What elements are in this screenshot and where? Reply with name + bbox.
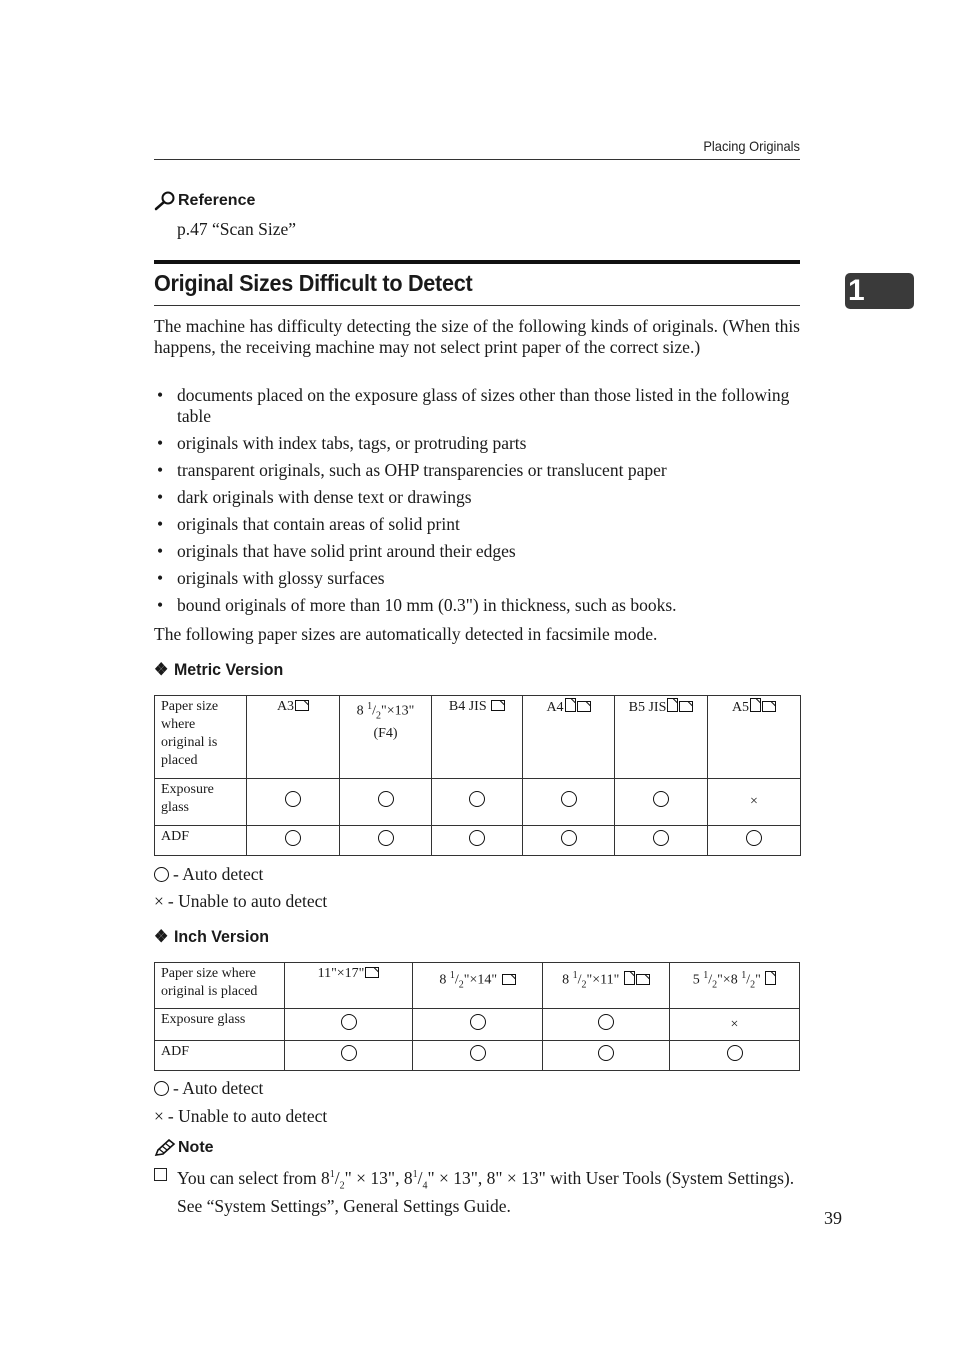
column-5half-x8half: 5 $^1/_2"\times 8$ $^1/_2$"	[670, 963, 800, 1009]
column-8half-x14: 8 $^1/_2"\times 14$"	[413, 963, 543, 1009]
row-header-cell: Paper size where original is placed	[155, 696, 247, 779]
list-item-text: documents placed on the exposure glass of sizes other than those listed in the following table	[177, 385, 790, 426]
pencil-icon	[154, 1139, 176, 1157]
landscape-orientation-icon	[502, 973, 516, 991]
reference-heading	[154, 191, 255, 211]
landscape-orientation-icon	[762, 700, 776, 718]
detect-cell	[247, 779, 340, 826]
list-item-text: originals with index tabs, tags, or protruding parts	[177, 433, 527, 453]
legend-auto	[154, 864, 263, 885]
list-item	[154, 568, 800, 589]
circle-icon	[341, 1014, 357, 1030]
list-item-text: originals with glossy surfaces	[177, 568, 385, 588]
detect-cell	[413, 1009, 543, 1041]
detect-cell	[432, 826, 523, 856]
circle-icon	[653, 830, 669, 846]
circle-icon	[561, 791, 577, 807]
list-item	[154, 595, 800, 616]
legend-auto-text: - Auto detect	[173, 1078, 264, 1098]
metric-heading	[154, 660, 283, 680]
circle-icon	[746, 830, 762, 846]
detect-cell	[340, 826, 432, 856]
column-a5: A5	[708, 696, 801, 779]
chapter-tab: 1	[845, 273, 914, 309]
portrait-orientation-icon	[667, 698, 678, 718]
table-header-row	[155, 696, 801, 779]
bullet-icon: •	[157, 568, 164, 588]
list-item-text: dark originals with dense text or drawings	[177, 487, 472, 507]
bullet-icon: •	[157, 595, 164, 615]
circle-icon	[470, 1014, 486, 1030]
legend-unable	[154, 1106, 327, 1127]
detect-cell	[543, 1009, 670, 1041]
list-item	[154, 541, 800, 562]
times-icon: ×	[154, 1106, 164, 1126]
portrait-orientation-icon	[750, 698, 761, 718]
circle-icon	[378, 791, 394, 807]
landscape-orientation-icon	[295, 699, 309, 717]
legend-unable-text: - Unable to auto detect	[167, 1106, 328, 1126]
circle-icon	[727, 1045, 743, 1061]
portrait-orientation-icon	[624, 971, 635, 991]
circle-icon	[154, 1081, 169, 1096]
landscape-orientation-icon	[365, 966, 379, 984]
row-label: ADF	[155, 1041, 285, 1071]
section-title: Original Sizes Difficult to Detect	[154, 270, 473, 296]
landscape-orientation-icon	[577, 700, 591, 718]
circle-icon	[285, 830, 301, 846]
bullet-icon: •	[157, 433, 164, 453]
detect-cell	[432, 779, 523, 826]
circle-icon	[341, 1045, 357, 1061]
detect-cell	[247, 826, 340, 856]
column-f4: 8 $^1/_2"\times 13$" (F4)	[340, 696, 432, 779]
magnifier-icon	[154, 191, 176, 211]
detect-cell	[615, 826, 708, 856]
legend-auto	[154, 1078, 263, 1099]
table-header-row	[155, 963, 800, 1009]
table-row	[155, 1041, 800, 1071]
column-b4: B4 JIS	[432, 696, 523, 779]
circle-icon	[598, 1045, 614, 1061]
bullet-icon: •	[157, 385, 164, 405]
legend-auto-text: - Auto detect	[173, 864, 264, 884]
column-11x17: 11"×17"	[285, 963, 413, 1009]
inch-table	[154, 962, 800, 1071]
detect-cell	[670, 1009, 800, 1041]
column-b5: B5 JIS	[615, 696, 708, 779]
running-head: Placing Originals	[703, 138, 800, 154]
bullet-icon: •	[157, 541, 164, 561]
circle-icon	[470, 1045, 486, 1061]
section-rule-top	[154, 260, 800, 264]
diamond-bullet-icon: ❖	[154, 660, 169, 679]
circle-icon	[561, 830, 577, 846]
landscape-orientation-icon	[636, 973, 650, 991]
circle-icon	[469, 830, 485, 846]
header-rule	[154, 159, 800, 160]
column-a4: A4	[523, 696, 615, 779]
times-icon: ×	[730, 1016, 739, 1032]
portrait-orientation-icon	[765, 971, 776, 991]
bullet-icon: •	[157, 514, 164, 534]
inch-heading	[154, 927, 269, 947]
detect-cell	[413, 1041, 543, 1071]
list-item	[154, 385, 800, 427]
detect-cell	[670, 1041, 800, 1071]
reference-link-text: p.47 “Scan Size”	[177, 219, 297, 239]
column-8half-x11: 8 $^1/_2"\times 11$"	[543, 963, 670, 1009]
table-row	[155, 826, 801, 856]
legend-unable	[154, 891, 327, 912]
row-label: ADF	[155, 826, 247, 856]
circle-icon	[598, 1014, 614, 1030]
note-heading	[154, 1139, 214, 1157]
circle-icon	[469, 791, 485, 807]
note-text: You can select from $8^1/_2$" × 13", $8^1/_4$" × 13", 8" × 13" with User Tools (System Settings). See “System Settings”, General Settings Guide.	[177, 1167, 795, 1217]
row-header-cell: Paper size where original is placed	[155, 963, 285, 1009]
detect-cell	[523, 779, 615, 826]
detect-cell	[615, 779, 708, 826]
table-row	[155, 1009, 800, 1041]
circle-icon	[653, 791, 669, 807]
metric-heading-text: Metric Version	[173, 660, 284, 679]
detect-cell	[708, 826, 801, 856]
detect-cell	[285, 1041, 413, 1071]
row-label: Exposure glass	[155, 779, 247, 826]
difficult-originals-list	[154, 385, 800, 622]
list-item-text: originals that have solid print around their edges	[177, 541, 516, 561]
diamond-bullet-icon: ❖	[154, 927, 169, 946]
circle-icon	[154, 867, 169, 882]
detect-cell	[543, 1041, 670, 1071]
checkbox-icon	[154, 1168, 167, 1181]
bullet-icon: •	[157, 487, 164, 507]
intro-paragraph: The machine has difficulty detecting the size of the following kinds of originals. (When this happens, the receiving machine may not select print paper of the correct size.)	[154, 316, 800, 357]
list-item-text: transparent originals, such as OHP transparencies or translucent paper	[177, 460, 667, 480]
detect-cell	[523, 826, 615, 856]
landscape-orientation-icon	[679, 700, 693, 718]
detect-cell	[708, 779, 801, 826]
list-item	[154, 487, 800, 508]
list-item	[154, 460, 800, 481]
note-item	[154, 1164, 800, 1217]
table-row	[155, 779, 801, 826]
bullet-icon: •	[157, 460, 164, 480]
list-item	[154, 514, 800, 535]
row-label: Exposure glass	[155, 1009, 285, 1041]
reference-label: Reference	[178, 192, 256, 209]
detection-intro: The following paper sizes are automatically detected in facsimile mode.	[154, 624, 658, 644]
section-rule-bottom	[154, 305, 800, 306]
legend-unable-text: - Unable to auto detect	[167, 891, 328, 911]
list-item-text: bound originals of more than 10 mm (0.3") in thickness, such as books.	[177, 595, 677, 615]
times-icon: ×	[750, 794, 758, 809]
note-label: Note	[178, 1139, 214, 1156]
portrait-orientation-icon	[565, 698, 576, 718]
page-number: 39	[824, 1208, 842, 1228]
inch-heading-text: Inch Version	[173, 927, 270, 946]
times-icon: ×	[154, 891, 164, 911]
circle-icon	[378, 830, 394, 846]
detect-cell	[340, 779, 432, 826]
landscape-orientation-icon	[491, 699, 505, 717]
circle-icon	[285, 791, 301, 807]
list-item-text: originals that contain areas of solid print	[177, 514, 460, 534]
detect-cell	[285, 1009, 413, 1041]
column-a3: A3	[247, 696, 340, 779]
metric-table	[154, 695, 801, 856]
list-item	[154, 433, 800, 454]
